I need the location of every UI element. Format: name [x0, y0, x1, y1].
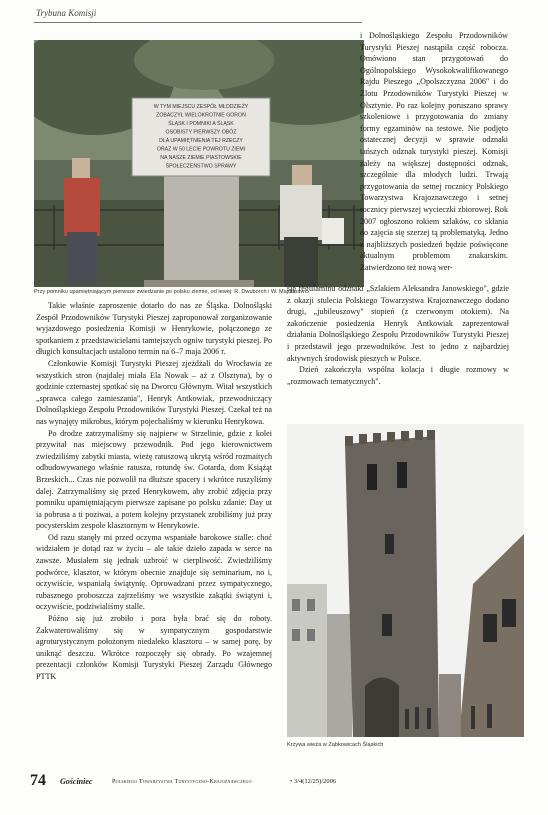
paragraph: Po drodze zatrzymaliśmy się najpierw w Strzelinie, gdzie z kolei przywitał nas miejscowy przewodnik. Pod jego kierownictwem zwiedziliśmy zabytki miasta, wieżę ratuszową ukrytą wśród rozmaitych odbudowywanego właśnie ratusza, rotundę św. Gotarda, dom Książąt Brzeskich... Czas nie pozwolił na dłuższe spacery i wkrótce ruszyliśmy dalej. Zatrzymaliśmy się przed Henrykowem, aby zrobić zdjęcia przy pomniku upamiętniającym pierwsze zapisane po polsku zdanie: Day ut ia pobrusa a ti poziwai, a potem kolejny przystanek zrobiliśmy już przy pocysterskim zespole klasztornym w Henrykowie.: [36, 428, 272, 531]
paragraph: Takie właśnie zaproszenie dotarło do nas ze Śląska. Dolnośląski Zespół Przodowników Turystyki Pieszej zaproponował zorganizowanie wyjazdowego posiedzenia Komisji w Henrykowie, połączonego ze spotkaniem z przedstawicielami tamtejszych ogniw turystyki pieszej. Po długich konsultacjach ustalono termin na 6–7 maja 2006 r.: [36, 301, 272, 357]
issue-number: • 3/4(12/25)/2006: [290, 778, 337, 785]
section-header: Trybuna Komisji: [36, 8, 97, 18]
plaque-text: NA NASZE ZIEMIE PIASTOWSKIE: [160, 155, 242, 161]
plaque-text: ORAZ W 50 LECIE POWROTU ZIEMI: [156, 146, 246, 153]
plaque-text: DLA UPAMIĘTNIENIA TEJ RZECZY: [159, 138, 243, 144]
plaque-text: ZOBACZYŁ WIELOKROTNIE GOROŃ: [156, 112, 246, 119]
header-rule: [34, 22, 362, 23]
right-column-top: [360, 30, 508, 273]
plaque-text: SPOŁECZEŃSTWO SPRAWY: [165, 163, 237, 170]
plaque-text: W TYM MIEJSCU ZESPÓŁ MŁODZIEŻY: [153, 104, 249, 110]
publisher-name: Polskiego Towarzystwa Turystyczno-Krajoznawczego: [112, 778, 252, 785]
paragraph: Późno się już zrobiło i pora była brać się do roboty. Zakwaterowaliśmy się w sympatycznym gospodarstwie agroturystycznym położonym niedaleko klasztoru – w samej porę, by uniknąć deszczu. Wkrótce rozpoczęły się obrady. Po wzajemnej prezentacji członków Komisji Turystyki Pieszej Zarządu Głównego PTTK: [36, 614, 272, 681]
page-footer: [30, 772, 530, 792]
plaque-text: ŚLĄSK I POMNIKI A ŚLĄSK: [168, 121, 234, 127]
tower-photo: [287, 424, 524, 737]
monument-photo: [34, 40, 364, 287]
paragraph: sję regulaminu odznaki „Szlakiem Aleksandra Janowskiego", gdzie z okazji stulecia Polskiego Towarzystwa Krajoznawczego dodano drugi, „jubileuszowy" stopień (z czerwonym otokiem). Na zakończenie posiedzenia Henryk Antkowiak zaprezentował działania Dolnośląskiego Zespołu Przodowników Turystyki Pieszej i przedstawił jego przewodników. Jest to jedno z najbardziej aktywnych środowisk pieszych w Polsce.: [287, 284, 509, 363]
paragraph: Członkowie Komisji Turystyki Pieszej zjeżdżali do Wrocławia ze wszystkich stron (najdalej miała Ela Nowak – aż z Olsztyna), by o godzinie czternastej spotkać się na Dworcu Głównym. Witał wszystkich „sprawca całego zamieszania", Henryk Antkowiak, przewodniczący Dolnośląskiego Zespołu Przodowników Turystyki Pieszej. Czekał też na nas wynajęty mikrobus, którym pojechaliśmy w kierunku Henrykowa.: [36, 358, 272, 426]
magazine-title: Gościniec: [60, 777, 93, 786]
paragraph: Dzień zakończyła wspólna kolacja i długie rozmowy w „rozmowach tematycznych".: [287, 365, 509, 386]
right-column-middle: [287, 283, 509, 387]
paragraph: i Dolnośląskiego Zespołu Przodowników Turystyki Pieszej nastąpiła część robocza. Omówiono stan przygotowań do Ogólnopolskiego Wysokokwalifikowanego Rajdu Pieszego „Opolszczyzna 2006" i do Zlotu Przodowników Turystyki Pieszej w Olsztynie. Po raz kolejny poruszano sprawy szkoleniowe i przygotowania do zmiany formy egzaminów na testowe. Nie podjęto ostatecznej decyzji w sprawie odznaki tańszych odznak turystyki pieszej. Komisji zależy na większej dostępności odznak, szczególnie dla młodych ludzi. Trwają przygotowania do setnej rocznicy Polskiego Towarzystwa Krajoznawczego i setnej rocznicy pierwszej wycieczki zbiorowej. Rok 2007 ogłoszono rokiem szlaków, co skłania do zajęcia się szerzej tą problematyką. Jedno z najbliższych posiedzeń będzie poświęcone aktualnym problemom znakarskim. Zatwierdzono też nową wer-: [360, 31, 508, 272]
left-column: [36, 300, 272, 683]
tower-photo-caption: Krzywa wieża w Ząbkowicach Śląskich: [287, 742, 384, 748]
plaque-text: OSOBISTY PIERWSZY OBÓZ: [165, 129, 237, 136]
paragraph: Od razu stanęły mi przed oczyma wspaniałe barokowe stalle: choć widziałem je dotąd raz w życiu – ale takie dzieło zapada w serce na zawsze. Musiałem się jednak uzbroić w cierpliwość. Zwiedziliśmy podwórce, klasztor, w którym obecnie znajduje się seminarium, no i, oczywiście, wspaniałą świątynię. Oprowadzani przez sympatycznego, rubasznego proboszcza zajrzeliśmy we wszystkie zakątki świątyni i, oczywiście, podziwialiśmy stalle.: [36, 532, 272, 612]
monument-photo-caption: Przy pomniku upamiętniającym pierwsze zwiedzanie po polsku ziemie, od lewej: R. Dwuborch i W. Majdanaw: [34, 289, 305, 295]
page-number: 74: [30, 772, 46, 789]
